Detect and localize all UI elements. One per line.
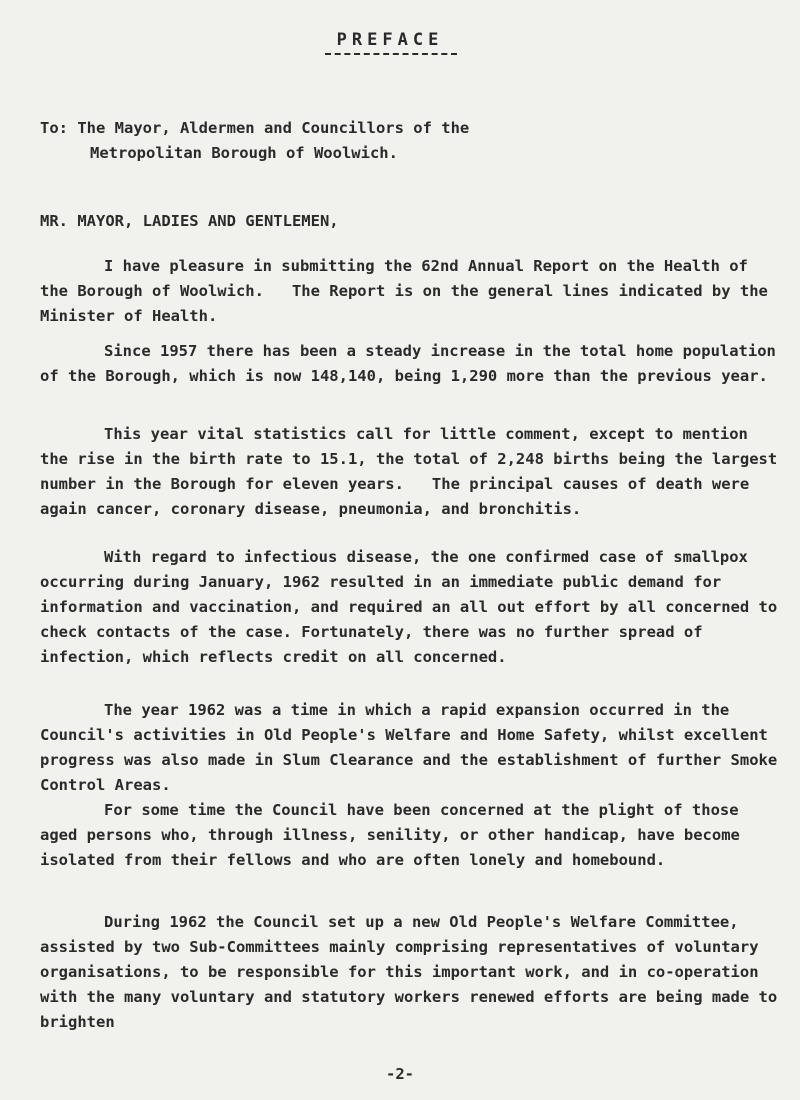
paragraph-4: With regard to infectious disease, the one confirmed case of smallpox occurring during January, 1962 resulted in an immediate public demand for information and vaccination, and required an all out effort by all concerned to check contacts of the case. Fortunately, there was no further spread of infection, which reflects credit on all concerned. [40,548,787,666]
paragraph-3: This year vital statistics call for little comment, except to mention the rise in the birth rate to 15.1, the total of 2,248 births being the largest number in the Borough for eleven years. The principal causes of death were again cancer, coronary disease, pneumonia, and bronchitis. [40,425,787,518]
addressee [40,116,780,166]
paragraph-2: Since 1957 there has been a steady increase in the total home population of the Borough, which is now 148,140, being 1,290 more than the previous year. [40,342,786,385]
addressee-line-1: To: The Mayor, Aldermen and Councillors of the [40,119,470,137]
paragraph-1: I have pleasure in submitting the 62nd Annual Report on the Health of the Borough of Woolwich. The Report is on the general lines indicated by the Minister of Health. [40,257,778,325]
page-number: -2- [386,1065,414,1083]
addressee-line-2: Metropolitan Borough of Woolwich. [90,144,398,162]
paragraph-5: The year 1962 was a time in which a rapid expansion occurred in the Council's activities in Old People's Welfare and Home Safety, whilst excellent progress was also made in Slum Clearance and the establishment of further Smoke Control Areas. [40,701,787,794]
paragraph-6: For some time the Council have been concerned at the plight of those aged persons who, through illness, senility, or other handicap, have become isolated from their fellows and who are often lonely and homebound. [40,801,750,869]
title-underline [325,53,457,55]
salutation: MR. MAYOR, LADIES AND GENTLEMEN, [40,212,339,230]
paragraph-7: During 1962 the Council set up a new Old People's Welfare Committee, assisted by two Sub-Committees mainly comprising representatives of voluntary organisations, to be responsible for this important work, and in co-operation with the many voluntary and statutory workers renewed efforts are being made to brighten [40,913,787,1031]
page-title: PREFACE [336,30,444,50]
